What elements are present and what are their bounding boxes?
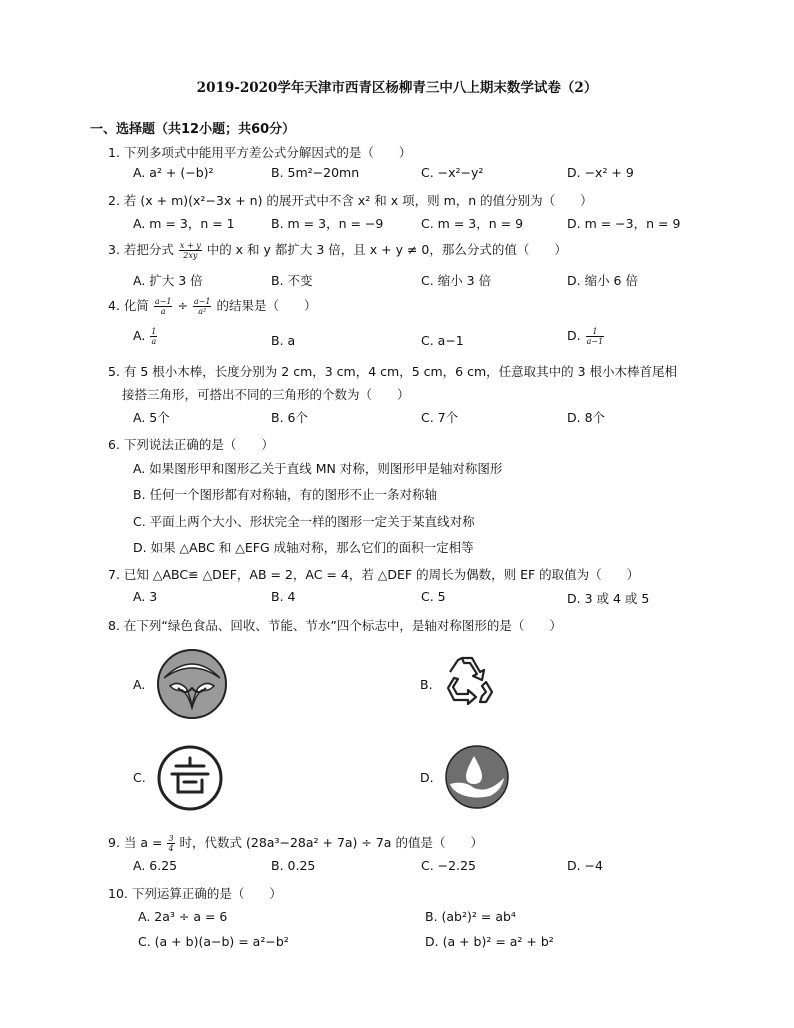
question-4-stem: [108, 296, 316, 316]
q8-option-d-label: D.: [420, 770, 434, 785]
question-6-stem: 6. 下列说法正确的是（ ）: [108, 437, 274, 452]
q4-option-c: C. a−1: [421, 333, 464, 348]
q4-fraction-2: $\frac{a-1}{\text{a²}}$: [193, 297, 211, 316]
q6-option-b: B. 任何一个图形都有对称轴，有的图形不止一条对称轴: [133, 487, 438, 502]
q4-option-a: A. $\frac{1}{a}$: [133, 327, 157, 346]
q7-option-d: D. 3 或 4 或 5: [567, 591, 650, 606]
q8-option-c-label: C.: [133, 770, 146, 785]
q3-option-a: A. 扩大 3 倍: [133, 273, 203, 288]
question-7-stem: 7. 已知 △ABC≌ △DEF，AB = 2，AC = 4，若 △DEF 的周长为偶数，则 EF 的取值为（ ）: [108, 567, 640, 582]
q2-option-d: D. m = −3，n = 9: [567, 216, 681, 231]
green-food-logo-icon: [156, 648, 228, 720]
q10-option-d: D. (a + b)² = a² + b²: [425, 934, 554, 949]
q3-fraction: $\frac{x + y}{2xy}$: [179, 241, 201, 260]
q3-option-d: D. 缩小 6 倍: [567, 273, 638, 288]
q9-fraction: $\frac{3}{4}$: [168, 834, 174, 853]
q9-stem-pre: 9. 当 a =: [108, 835, 163, 850]
section-heading: 一、选择题（共12小题；共60分）: [90, 122, 296, 137]
q9-option-c: C. −2.25: [421, 858, 476, 873]
q9-stem-post: 时，代数式 (28a³−28a² + 7a) ÷ 7a 的值是（ ）: [179, 835, 483, 850]
q8-option-a-label: A.: [133, 677, 146, 692]
q1-option-d: D. −x² + 9: [567, 165, 634, 180]
q3-stem-pre: 3. 若把分式: [108, 242, 174, 257]
question-5-stem-line1: 5. 有 5 根小木棒，长度分别为 2 cm，3 cm，4 cm，5 cm，6 cm，任意取其中的 3 根小木棒首尾相: [108, 364, 678, 379]
q10-option-a: A. 2a³ ÷ a = 6: [138, 909, 228, 924]
question-9-stem: [108, 833, 483, 853]
q7-option-a: A. 3: [133, 589, 158, 604]
q2-option-c: C. m = 3，n = 9: [421, 216, 524, 231]
q5-option-a: A. 5个: [133, 410, 170, 425]
q6-option-c: C. 平面上两个大小、形状完全一样的图形一定关于某直线对称: [133, 514, 475, 529]
q4-stem-post: 的结果是（ ）: [216, 298, 317, 313]
q1-option-c: C. −x²−y²: [421, 165, 484, 180]
q8-option-b-label: B.: [420, 677, 433, 692]
q7-option-c: C. 5: [421, 589, 446, 604]
q1-option-b: B. 5m²−20mn: [271, 165, 360, 180]
q4-stem-pre: 4. 化简: [108, 298, 149, 313]
q9-option-a: A. 6.25: [133, 858, 178, 873]
q2-option-b: B. m = 3，n = −9: [271, 216, 384, 231]
q6-option-a: A. 如果图形甲和图形乙关于直线 MN 对称，则图形甲是轴对称图形: [133, 461, 503, 476]
q3-option-b: B. 不变: [271, 273, 313, 288]
q7-option-b: B. 4: [271, 589, 296, 604]
q2-option-a: A. m = 3，n = 1: [133, 216, 235, 231]
q9-option-b: B. 0.25: [271, 858, 316, 873]
q4-option-b: B. a: [271, 333, 296, 348]
q5-option-c: C. 7个: [421, 410, 459, 425]
q10-option-b: B. (ab²)² = ab⁴: [425, 909, 516, 924]
question-1-stem: 1. 下列多项式中能用平方差公式分解因式的是（ ）: [108, 145, 412, 160]
q10-option-c: C. (a + b)(a−b) = a²−b²: [138, 934, 289, 949]
q4-fraction-1: $\frac{a-1}{a}$: [154, 297, 172, 316]
q1-option-a: A. a² + (−b)²: [133, 165, 214, 180]
question-10-stem: 10. 下列运算正确的是（ ）: [108, 886, 282, 901]
q5-option-b: B. 6个: [271, 410, 308, 425]
question-5-stem-line2: 接搭三角形，可搭出不同的三角形的个数为（ ）: [122, 387, 410, 402]
q3-stem-post: 中的 x 和 y 都扩大 3 倍，且 x + y ≠ 0，那么分式的值（ ）: [206, 242, 567, 257]
question-3-stem: [108, 240, 567, 260]
page-title: 2019-2020学年天津市西青区杨柳青三中八上期末数学试卷（2）: [196, 80, 598, 96]
q4-operator: ÷: [177, 298, 188, 313]
recycle-logo-icon: [442, 652, 496, 708]
q4-option-d: D. $\frac{1}{a-1}$: [567, 327, 604, 346]
question-2-stem: 2. 若 (x + m)(x²−3x + n) 的展开式中不含 x² 和 x 项，则 m，n 的值分别为（ ）: [108, 193, 593, 208]
energy-saving-logo-icon: [156, 744, 224, 812]
question-8-stem: 8. 在下列“绿色食品、回收、节能、节水”四个标志中，是轴对称图形的是（ ）: [108, 618, 562, 633]
water-saving-logo-icon: [444, 744, 510, 810]
q3-option-c: C. 缩小 3 倍: [421, 273, 492, 288]
q5-option-d: D. 8个: [567, 410, 606, 425]
q6-option-d: D. 如果 △ABC 和 △EFG 成轴对称，那么它们的面积一定相等: [133, 540, 474, 555]
q9-option-d: D. −4: [567, 858, 603, 873]
